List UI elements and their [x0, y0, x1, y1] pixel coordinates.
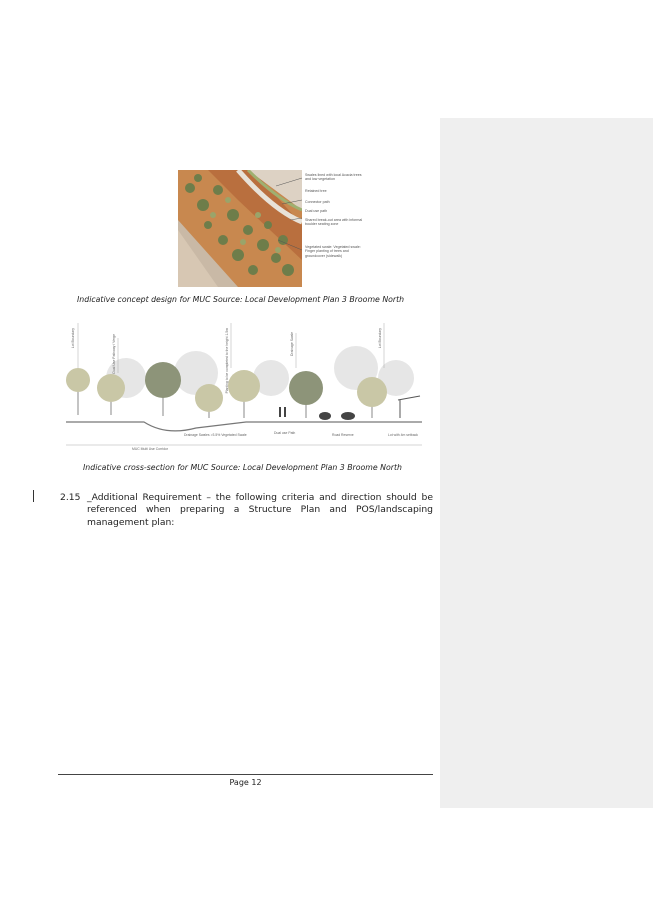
- legend-item: Shared break-out area with informal boulder seating zone: [305, 218, 363, 227]
- bottom-label: Dual use Path: [274, 431, 296, 435]
- legend-item: Dual use path: [305, 209, 328, 213]
- figure2-caption: Indicative cross-section for MUC Source: Local Development Plan 3 Broome North: [83, 463, 402, 472]
- top-label: Drainage Swale: [290, 332, 294, 356]
- legend-item: Swales lined with local Acacia trees and low vegetation: [305, 173, 362, 182]
- cross-section-image: [66, 318, 422, 454]
- comment-pane: [440, 118, 653, 808]
- top-label: Planting to be completed to the height 1.5m: [225, 328, 229, 394]
- revision-change-bar: [33, 490, 34, 502]
- bottom-label: Lot with 4m setback: [388, 433, 418, 437]
- figure1-caption: Indicative concept design for MUC Source: Local Development Plan 3 Broome North: [77, 295, 405, 304]
- top-label: Dual Use Pathway / Verge: [112, 334, 116, 374]
- clause-text: _Additional Requirement – the following criteria and direction should be referenced when preparing a Structure Plan and POS/landscaping management plan:: [87, 492, 433, 528]
- corridor-label: MUC Multi Use Corridor: [132, 447, 168, 451]
- clause-number: 2.15: [60, 492, 81, 503]
- legend-item: Vegetated swale: Vegetated swale: Finger planting of trees and groundcover (sidewalk): [305, 245, 361, 258]
- legend-item: Retained tree: [305, 189, 327, 193]
- bottom-label: Road Reserve: [332, 433, 354, 437]
- page-number-text: Page 12: [229, 778, 262, 787]
- page-number: [0, 778, 491, 787]
- footer-rule: [58, 774, 433, 775]
- bottom-label: Drainage Swales >3.5% Vegetated Swale: [184, 433, 247, 437]
- top-label: Lot Boundary: [378, 328, 382, 349]
- legend-item: Connector path: [305, 200, 330, 204]
- top-label: Lot Boundary: [71, 328, 75, 349]
- concept-design-image: [178, 170, 302, 287]
